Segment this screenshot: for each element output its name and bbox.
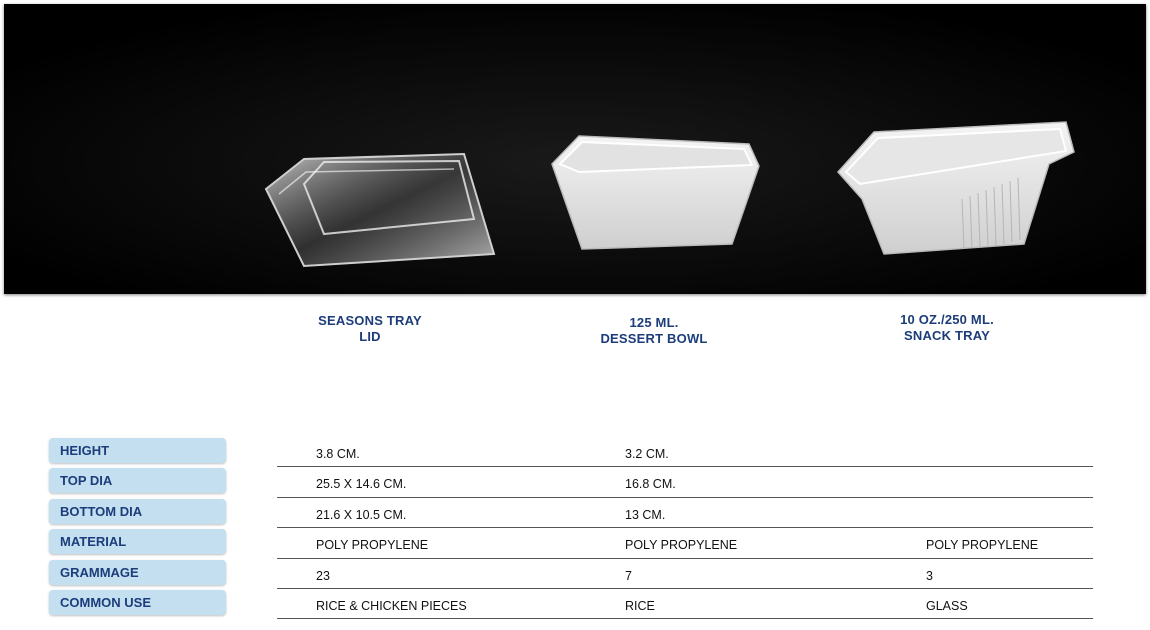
spec-cell: POLY PROPYLENE: [926, 538, 1039, 553]
product-photo-banner: [4, 4, 1146, 294]
spec-table: [277, 437, 1093, 619]
spec-row-common-use: [277, 589, 1093, 619]
spec-cell: 13 CM.: [625, 507, 666, 522]
spec-label-height: HEIGHT: [49, 438, 226, 463]
spec-row-height: [277, 437, 1093, 467]
spec-cell: 7: [625, 568, 632, 583]
spec-cell: 3.8 CM.: [316, 447, 360, 461]
spec-cell: RICE: [625, 598, 655, 613]
spec-cell: 16.8 CM.: [625, 477, 676, 492]
spec-label-bottom-dia: BOTTOM DIA: [49, 499, 226, 524]
dessert-bowl-image: [552, 136, 759, 249]
spec-cell: 3: [926, 568, 933, 583]
spec-label-column: [49, 438, 226, 620]
spec-row-material: [277, 528, 1093, 558]
spec-label-common-use: COMMON USE: [49, 590, 226, 615]
spec-cell: GLASS: [926, 598, 968, 613]
product-title-snack-tray: 10 OZ./250 ML. SNACK TRAY: [900, 312, 994, 343]
tray-lid-image: [266, 154, 494, 266]
spec-cell: 25.5 X 14.6 CM.: [316, 477, 407, 492]
spec-cell: POLY PROPYLENE: [625, 538, 738, 553]
spec-row-bottom-dia: [277, 498, 1093, 528]
spec-cell: 3.2 CM.: [625, 447, 669, 461]
spec-cell: RICE & CHICKEN PIECES: [316, 598, 467, 613]
product-title-dessert-bowl: 125 ML. DESSERT BOWL: [600, 315, 708, 346]
spec-row-top-dia: [277, 467, 1093, 497]
spec-cell: 21.6 X 10.5 CM.: [316, 507, 407, 522]
spec-cell: 23: [316, 568, 330, 583]
spec-label-top-dia: TOP DIA: [49, 468, 226, 493]
spec-label-material: MATERIAL: [49, 529, 226, 554]
spec-cell: POLY PROPYLENE: [316, 538, 429, 553]
product-title-lid: SEASONS TRAY LID: [318, 313, 422, 344]
spec-row-grammage: [277, 559, 1093, 589]
spec-label-grammage: GRAMMAGE: [49, 560, 226, 585]
